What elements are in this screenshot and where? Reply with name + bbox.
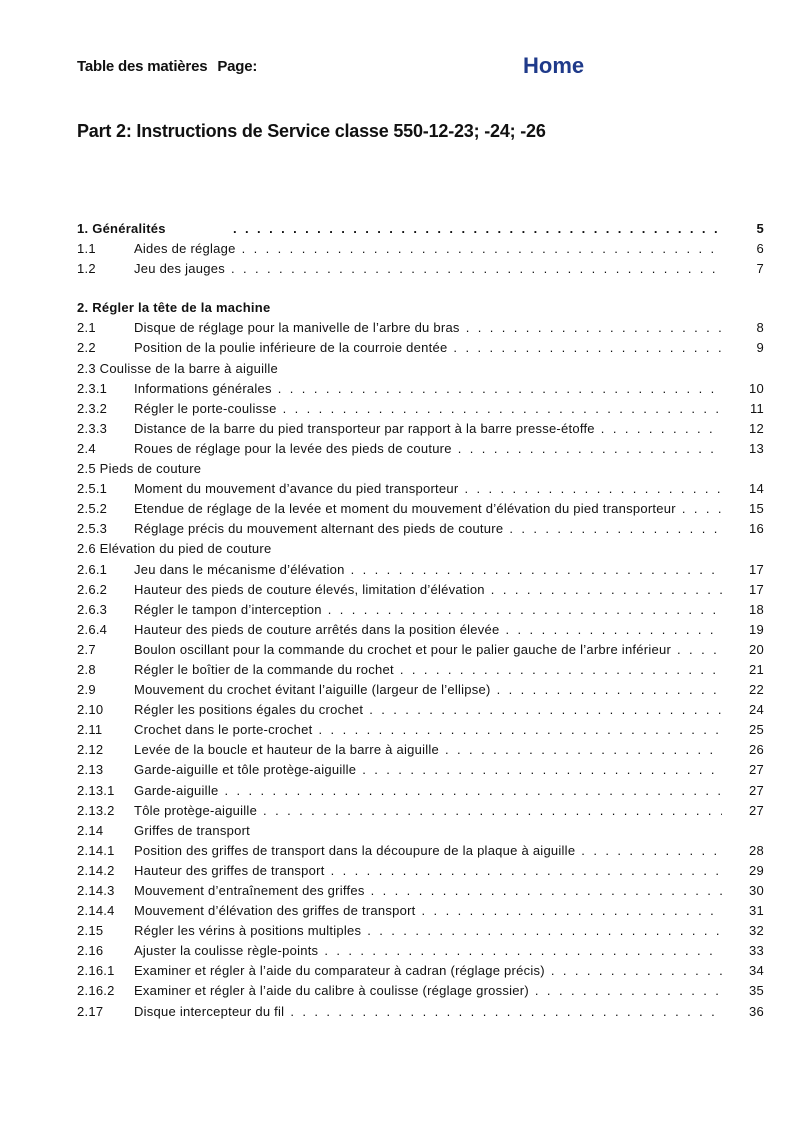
toc-entry-number: 2.13.2 [77,802,115,818]
toc-entry[interactable] [77,760,764,780]
toc-entry-title: Examiner et régler à l’aide du comparateur à cadran (réglage précis) . . . [134,961,722,981]
toc-entry-page: 26 [749,742,764,758]
toc-entry-page: 29 [749,862,764,878]
toc-entry[interactable] [77,580,764,600]
toc-entry-page: 16 [749,521,764,537]
toc-entry-page: 6 [756,241,764,257]
toc-entry-number: 2.8 [77,661,96,677]
toc-entry-title: Tôle protège-aiguille . . . [134,801,722,821]
toc-entry-number: 2.4 [77,440,96,456]
toc-entry-title: Jeu des jauges . . . [134,259,722,279]
toc-entry-title: Disque de réglage pour la manivelle de l’arbre du bras . . . [134,318,722,338]
toc-entry[interactable] [77,941,764,961]
toc-entry-page: 31 [749,903,764,919]
toc-entry-title: Etendue de réglage de la levée et moment du mouvement d’élévation du pied transporteur . . . [134,499,722,519]
toc-entry-number: 2.3.2 [77,400,108,416]
toc-entry-number: 2.16 [77,943,104,959]
toc-entry-title: Informations générales . . . [134,379,722,399]
toc-entry[interactable] [77,239,764,259]
toc-entry-page: 32 [749,923,764,939]
toc-entry-title: Distance de la barre du pied transporteur par rapport à la barre presse-étoffe . . . [134,419,722,439]
toc-entry-number: 2.5.3 [77,521,108,537]
toc-entry-number: 2.3 Coulisse de la barre à aiguille [77,360,278,376]
toc-entry-title: Garde-aiguille . . . [134,781,722,801]
toc-entry-title: Réglage précis du mouvement alternant des pieds de couture . . . [134,519,722,539]
toc-entry-number: 2.13.1 [77,782,115,798]
toc-entry[interactable] [77,1002,764,1022]
toc-entry-number: 2.14.3 [77,883,115,898]
toc-entry-number: 2.10 [77,702,104,718]
toc-entry-number: 2.6.4 [77,621,108,637]
toc-entry[interactable] [77,379,764,399]
toc-entry-page: 28 [749,842,764,858]
toc-entry-title: Boulon oscillant pour la commande du crochet et pour le palier gauche de l’arbre inférieur . . . [134,640,722,660]
toc-entry[interactable] [77,720,764,740]
toc-entry-title: Crochet dans le porte-crochet . . . [134,720,722,740]
toc-entry[interactable] [77,861,764,881]
toc-entry-title: Roues de réglage pour la levée des pieds de couture . . . [134,439,722,459]
toc-entry[interactable] [77,419,764,439]
toc-entry-page: 21 [749,661,764,677]
toc-entry-number: 2.6.3 [77,601,108,617]
toc-entry[interactable] [77,298,764,318]
toc-entry-page: 14 [749,481,764,497]
toc-entry-number: 2. Régler la tête de la machine [77,300,271,316]
toc-entry-page: 9 [756,340,764,356]
toc-entry-page: 27 [749,782,764,798]
toc-entry-title: Régler les positions égales du crochet . . . [134,700,722,720]
toc-entry-number: 2.5.1 [77,481,108,497]
toc-entry-page: 8 [756,320,764,336]
toc-entry-title: Régler le boîtier de la commande du rochet . . . [134,660,722,680]
toc-entry-number: 2.5 Pieds de couture [77,461,202,477]
page-title: Part 2: Instructions de Service classe 550-12-23; -24; -26 [77,121,546,141]
toc-entry-title: Griffes de transport [134,822,251,838]
toc-entry-page: 13 [749,440,764,456]
toc-entry-title: Régler les vérins à positions multiples . . . [134,921,722,941]
toc-entry[interactable] [77,338,764,358]
toc-entry-number: 2.16.2 [77,983,115,999]
toc-entry-title: Régler le porte-coulisse . . . [134,399,722,419]
toc-entry-number: 2.5.2 [77,501,108,517]
toc-entry-title: Position de la poulie inférieure de la courroie dentée . . . [134,338,722,358]
toc-entry-page: 11 [750,400,764,416]
toc-entry[interactable] [77,640,764,660]
toc-entry-title: Garde-aiguille et tôle protège-aiguille . . . [134,760,722,780]
page-label: Page: [217,58,258,75]
toc-entry-page: 15 [749,501,764,517]
toc-entry-page: 27 [749,802,764,818]
toc-entry[interactable] [77,740,764,760]
toc-entry-number: 2.9 [77,682,96,698]
toc-entry-number: 1.1 [77,241,96,257]
toc-entry-number: 2.14 [77,822,104,838]
toc-entry-page: 27 [749,762,764,778]
toc-entry[interactable] [77,560,764,580]
toc-entry-title: Régler le tampon d’interception . . . [134,600,722,620]
toc-entry-page: 12 [749,420,764,436]
toc-entry-title: Levée de la boucle et hauteur de la barre à aiguille . . . [134,740,722,760]
toc-entry-number: 2.6.2 [77,581,108,597]
toc-entry-number: 2.12 [77,742,104,758]
toc-entry-page: 18 [749,601,764,617]
table-of-contents [77,219,764,1022]
toc-entry[interactable] [77,660,764,680]
toc-entry[interactable] [77,921,764,941]
toc-entry-number: 2.15 [77,923,104,939]
toc-entry-page: 17 [749,561,764,577]
toc-entry[interactable] [77,821,764,841]
toc-entry-title: Disque intercepteur du fil . . . [134,1002,722,1022]
toc-entry-page: 20 [749,641,764,657]
toc-entry[interactable] [77,961,764,981]
toc-entry-title: Mouvement d’entraînement des griffes . . . [134,881,722,901]
toc-entry-number: 2.2 [77,340,96,356]
toc-entry-page: 17 [749,581,764,597]
toc-entry-number: 2.3.1 [77,380,108,396]
toc-entry[interactable] [77,881,764,901]
toc-entry[interactable] [77,841,764,861]
toc-entry[interactable] [77,479,764,499]
toc-entry[interactable] [77,439,764,459]
toc-entry-title: Ajuster la coulisse règle-points . . . [134,941,722,961]
toc-entry-page: 5 [756,221,764,236]
toc-entry-title [227,219,722,239]
toc-entry[interactable] [77,600,764,620]
toc-entry-title: Moment du mouvement d’avance du pied transporteur . . . [134,479,722,499]
toc-entry-number: 2.13 [77,762,104,778]
toc-entry[interactable] [77,620,764,640]
toc-entry-number: 2.6.1 [77,561,108,577]
toc-entry[interactable] [77,499,764,519]
toc-entry[interactable] [77,901,764,921]
toc-entry[interactable] [77,259,764,279]
toc-entry[interactable] [77,519,764,539]
toc-entry-page: 35 [749,983,764,999]
toc-entry[interactable] [77,700,764,720]
toc-entry-number: 2.3.3 [77,420,108,436]
toc-entry[interactable] [77,680,764,700]
toc-entry[interactable] [77,318,764,338]
toc-header [77,58,257,75]
toc-entry[interactable] [77,219,764,239]
toc-entry-number: 2.7 [77,641,96,657]
toc-entry-number: 2.14.4 [77,903,115,919]
toc-entry-page: 25 [749,722,764,738]
toc-entry-title: Mouvement du crochet évitant l’aiguille (largeur de l’ellipse) . . . [134,680,722,700]
toc-entry-page: 34 [749,963,764,979]
toc-entry-page: 30 [749,883,764,898]
toc-entry[interactable] [77,399,764,419]
toc-label: Table des matières [77,58,208,75]
toc-entry-number: 2.16.1 [77,963,115,979]
toc-entry-number: 1.2 [77,261,96,277]
toc-entry-page: 19 [749,621,764,637]
toc-entry-page: 36 [749,1003,764,1019]
toc-entry-title: Hauteur des griffes de transport . . . [134,861,722,881]
toc-entry-title: Hauteur des pieds de couture élevés, limitation d’élévation . . . [134,580,722,600]
toc-entry-title: Mouvement d’élévation des griffes de transport . . . [134,901,722,921]
toc-entry-page: 33 [749,943,764,959]
toc-entry-page: 7 [756,261,764,277]
toc-entry-number: 2.17 [77,1003,104,1019]
toc-entry[interactable] [77,539,764,559]
toc-entry-number: 2.1 [77,320,96,336]
toc-entry-number: 1. Généralités [77,221,166,236]
toc-entry-title: Position des griffes de transport dans la découpure de la plaque à aiguille . . . [134,841,722,861]
toc-entry-page: 22 [749,682,764,698]
toc-entry-title: Hauteur des pieds de couture arrêtés dans la position élevée . . . [134,620,722,640]
toc-entry-number: 2.14.2 [77,862,115,878]
toc-entry-number: 2.6 Elévation du pied de couture [77,541,272,557]
toc-entry[interactable] [77,981,764,1001]
toc-entry[interactable] [77,359,764,379]
toc-entry[interactable] [77,459,764,479]
toc-entry[interactable] [77,781,764,801]
toc-entry-title: Jeu dans le mécanisme d’élévation . . . [134,560,722,580]
toc-entry-page: 10 [749,380,764,396]
home-link[interactable]: Home [523,53,585,78]
toc-entry-number: 2.11 [77,722,103,738]
toc-entry-number: 2.14.1 [77,842,115,858]
toc-entry-title: Aides de réglage . . . [134,239,722,259]
toc-entry-title: Examiner et régler à l’aide du calibre à coulisse (réglage grossier) . . . [134,981,722,1001]
toc-entry-page: 24 [749,702,764,718]
toc-entry[interactable] [77,801,764,821]
